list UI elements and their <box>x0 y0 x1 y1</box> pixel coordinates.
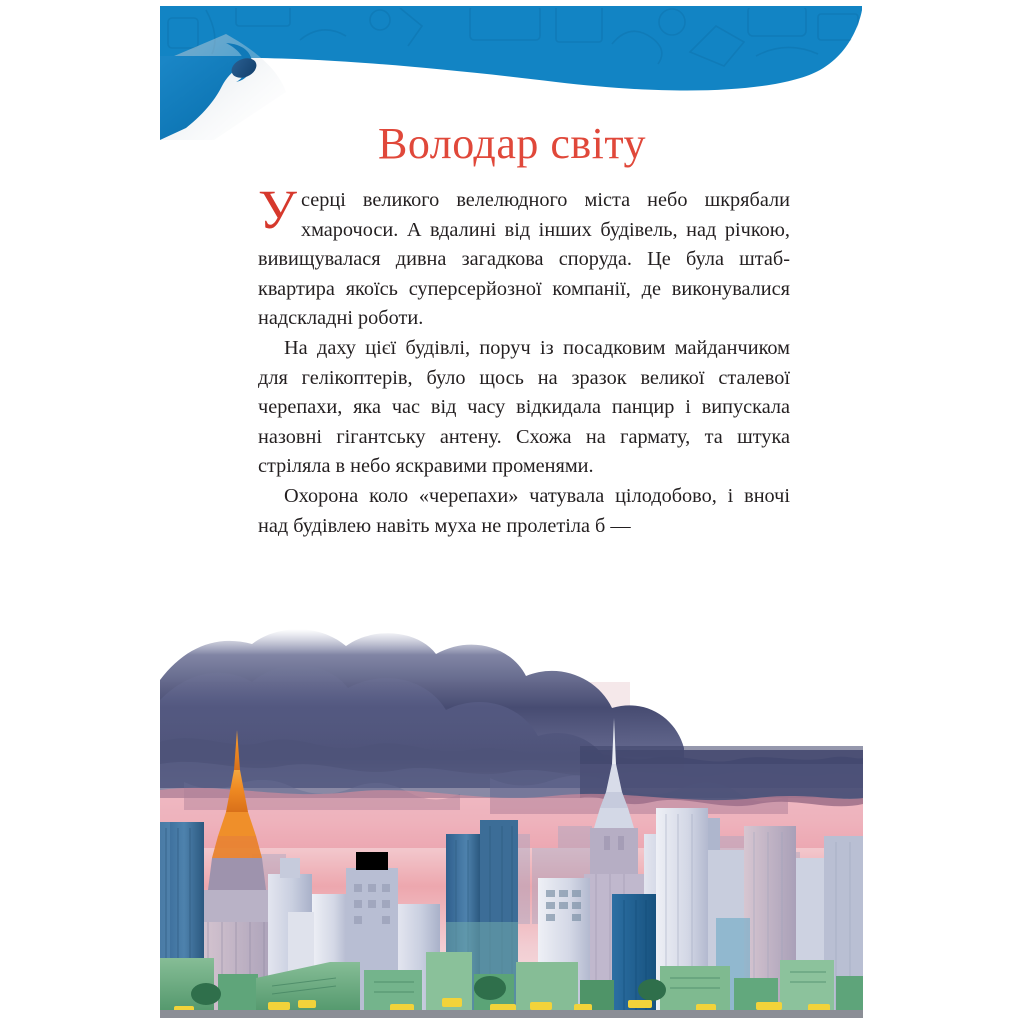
banner-blue-ribbon <box>160 2 862 91</box>
paragraph-2: На даху цієї будівлі, поруч із посадковим майданчиком для гелікоптерів, було щось на зразок великої сталевої черепахи, яка час від часу відкидала панцир і випускала назовні гігантську антену. Схожа на гармату, та штука стріляла в небо яскравими променями. <box>258 336 790 478</box>
storm-clouds <box>160 629 863 814</box>
curl-tip <box>228 54 259 81</box>
street-strip <box>160 1010 863 1018</box>
paragraph-1 <box>258 179 790 334</box>
paragraph-3: Охорона коло «черепахи» чатувала цілодобово, і вночі над будівлею навіть муха не пролетіла б — <box>258 484 790 537</box>
body-text-block <box>258 179 790 541</box>
chapter-title: Володар світу <box>377 119 647 169</box>
skyline-graphic <box>160 622 863 1018</box>
city-skyline-illustration <box>160 622 863 1018</box>
banner-pattern <box>168 2 858 66</box>
drop-cap: У <box>258 179 297 240</box>
paragraph-1-text: серці великого велелюдного міста небо шкрябали хмарочоси. А вдалині від інших будівель, над річкою, вивищувалася дивна загадкова споруда. Це була штаб-квартира якоїсь суперсерйозної компанії, де виконувалися надскладні роботи. <box>258 189 790 330</box>
